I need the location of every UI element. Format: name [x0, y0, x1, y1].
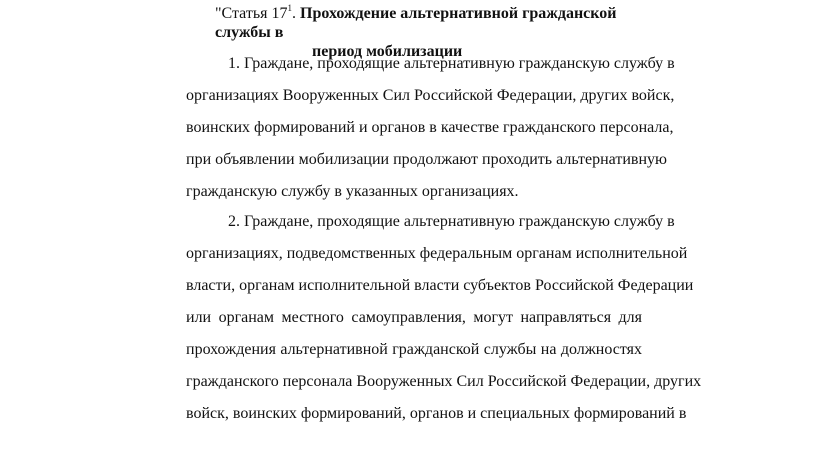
paragraph-line: гражданского персонала Вооруженных Сил Российской Федерации, других — [186, 373, 702, 390]
paragraph-line: гражданскую службу в указанных организациях. — [186, 183, 519, 200]
paragraph-line: организациях Вооруженных Сил Российской Федерации, других войск, — [186, 87, 675, 104]
article-superscript: 1 — [287, 3, 293, 13]
paragraph-line: войск, воинских формирований, органов и специальных формирований в — [186, 405, 687, 422]
paragraph-line: или органам местного самоуправления, могут направляться для — [186, 309, 642, 326]
article-title-line-1: Прохождение альтернативной гражданской службы в — [215, 5, 617, 41]
paragraph-line: 2. Граждане, проходящие альтернативную гражданскую службу в — [228, 213, 675, 230]
paragraph-line: организациях, подведомственных федеральным органам исполнительной — [186, 245, 688, 262]
paragraph-line: власти, органам исполнительной власти субъектов Российской Федерации — [186, 277, 694, 294]
article-title-line-2: период мобилизации — [312, 43, 463, 60]
paragraph-line: воинских формирований и органов в качестве гражданского персонала, — [186, 119, 674, 136]
paragraph-line: 1. Граждане, проходящие альтернативную гражданскую службу в — [228, 55, 675, 72]
article-heading — [215, 4, 645, 61]
article-number-dot: . — [292, 5, 297, 22]
article-number: "Статья 17 — [215, 5, 288, 22]
paragraph-line: прохождения альтернативной гражданской службы на должностях — [186, 341, 642, 358]
paragraph-line: при объявлении мобилизации продолжают проходить альтернативную — [186, 151, 667, 168]
